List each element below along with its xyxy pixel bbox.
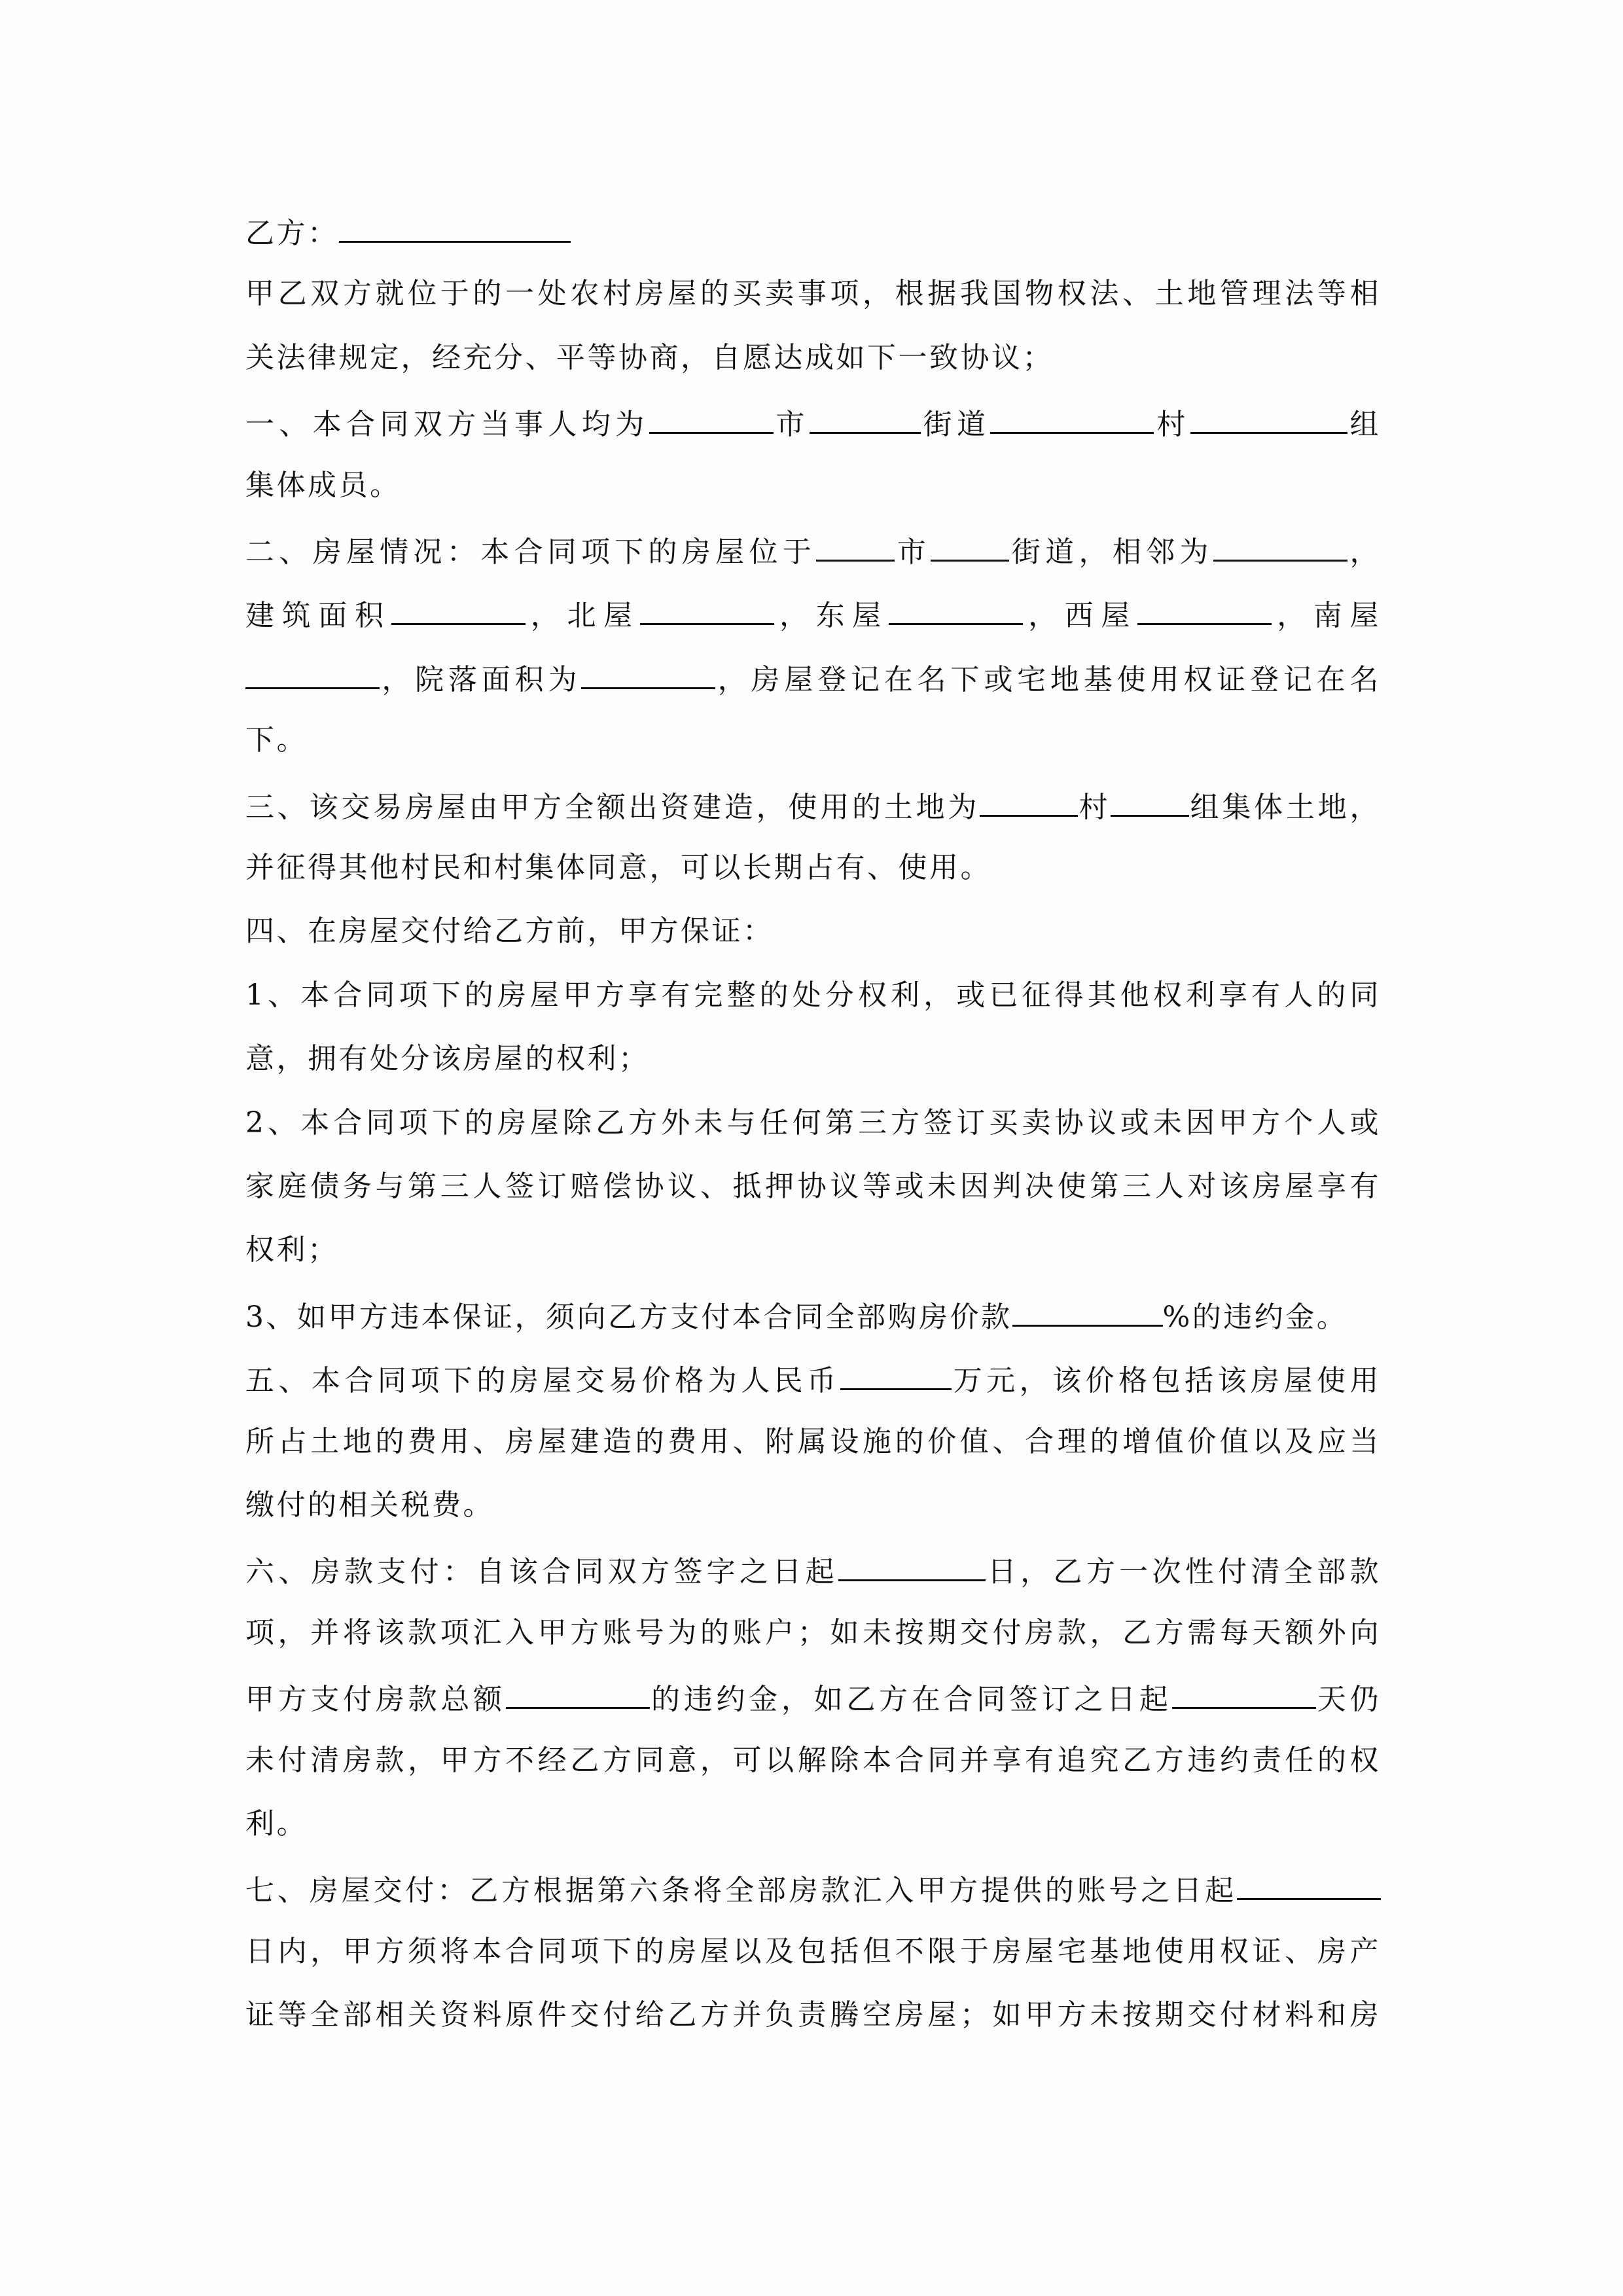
contract-text: ，西屋 [1022, 599, 1138, 633]
fill-in-blank[interactable] [980, 785, 1078, 817]
fill-in-blank[interactable] [581, 657, 715, 689]
contract-text: 日内，甲方须将本合同项下的房屋以及包括但不限于房屋宅基地使用权证、房产 [245, 1934, 1381, 1968]
contract-text: 的违约金，如乙方在合同签订之日起 [649, 1683, 1172, 1717]
contract-text: 组集体土地， [1189, 790, 1382, 824]
contract-line [245, 1039, 1381, 1079]
contract-text: 市 [773, 408, 810, 442]
contract-line [245, 848, 1381, 888]
contract-text: 村 [1078, 790, 1111, 824]
fill-in-blank[interactable] [1137, 593, 1272, 625]
contract-text: 村 [1154, 408, 1190, 442]
contract-line [245, 274, 1381, 314]
contract-line [245, 1613, 1381, 1653]
fill-in-blank[interactable] [339, 211, 571, 243]
fill-in-blank[interactable] [649, 402, 774, 434]
contract-line [245, 466, 1381, 505]
fill-in-blank[interactable] [640, 593, 774, 625]
fill-in-blank[interactable] [1237, 1868, 1381, 1900]
fill-in-blank[interactable] [810, 402, 921, 434]
contract-text: 四、在房屋交付给乙方前，甲方保证： [245, 914, 774, 948]
contract-text: ， [1347, 535, 1382, 569]
contract-text: 利。 [245, 1807, 308, 1840]
contract-text: 未付清房款，甲方不经乙方同意，可以解除本合同并享有追究乙方违约责任的权 [245, 1743, 1381, 1777]
contract-text: 所占土地的费用、房屋建造的费用、附属设施的价值、合理的增值价值以及应当 [245, 1424, 1381, 1458]
contract-line [245, 1295, 1381, 1334]
contract-text: 缴付的相关税费。 [245, 1488, 494, 1522]
contract-line [245, 1804, 1381, 1844]
fill-in-blank[interactable] [1172, 1677, 1316, 1709]
contract-text: ，院落面积为 [380, 662, 582, 696]
contract-line [245, 1677, 1381, 1716]
contract-text: 权利； [245, 1233, 339, 1267]
contract-text: 天仍 [1315, 1683, 1382, 1717]
contract-text: 一、本合同双方当事人均为 [245, 408, 649, 442]
contract-text: 下。 [245, 723, 308, 757]
contract-line [245, 657, 1381, 696]
fill-in-blank[interactable] [245, 657, 380, 689]
contract-line [245, 1741, 1381, 1780]
contract-text: 二、房屋情况：本合同项下的房屋位于 [245, 535, 817, 569]
contract-text: 甲方支付房款总额 [245, 1683, 506, 1717]
fill-in-blank[interactable] [506, 1677, 650, 1709]
contract-text: 日，乙方一次性付清全部款 [986, 1555, 1381, 1589]
contract-text: 集体成员。 [245, 468, 401, 502]
contract-line [245, 1167, 1381, 1206]
contract-text: 乙方： [245, 217, 339, 250]
contract-text: ，北屋 [525, 599, 640, 633]
contract-line [245, 1868, 1381, 1907]
contract-text: 意，拥有处分该房屋的权利； [245, 1042, 650, 1076]
contract-line [245, 593, 1381, 632]
contract-line [245, 529, 1381, 569]
contract-text: 五、本合同项下的房屋交易价格为人民币 [245, 1364, 840, 1398]
fill-in-blank[interactable] [816, 529, 895, 562]
fill-in-blank[interactable] [840, 1358, 952, 1390]
contract-line [245, 338, 1381, 378]
contract-line [245, 1549, 1381, 1588]
contract-text: 1、本合同项下的房屋甲方享有完整的处分权利，或已征得其他权利享有人的同 [245, 978, 1381, 1012]
contract-text: %的违约金。 [1162, 1300, 1348, 1334]
contract-text: ，房屋登记在名下或宅地基使用权证登记在名 [715, 662, 1382, 696]
fill-in-blank[interactable] [931, 529, 1009, 562]
contract-text: 证等全部相关资料原件交付给乙方并负责腾空房屋；如甲方未按期交付材料和房 [245, 1998, 1381, 2032]
contract-text: 万元，该价格包括该房屋使用 [951, 1364, 1382, 1398]
contract-text: ，南屋 [1272, 599, 1382, 633]
contract-text: 项，并将该款项汇入甲方账号为的账户；如未按期交付房款，乙方需每天额外向 [245, 1615, 1381, 1649]
fill-in-blank[interactable] [838, 1549, 986, 1581]
contract-line [245, 1358, 1381, 1397]
contract-text: 七、房屋交付：乙方根据第六条将全部房款汇入甲方提供的账号之日起 [245, 1874, 1237, 1908]
fill-in-blank[interactable] [1111, 785, 1189, 817]
contract-text: 甲乙双方就位于的一处农村房屋的买卖事项，根据我国物权法、土地管理法等相 [245, 277, 1381, 311]
contract-text: 家庭债务与第三人签订赔偿协议、抵押协议等或未因判决使第三人对该房屋享有 [245, 1170, 1381, 1203]
fill-in-blank[interactable] [1012, 1295, 1163, 1327]
contract-line [245, 721, 1381, 760]
fill-in-blank[interactable] [1190, 402, 1347, 434]
contract-line [245, 1932, 1381, 1971]
contract-text: 组 [1347, 408, 1381, 442]
contract-text: 3、如甲方违本保证，须向乙方支付本合同全部购房价款 [245, 1300, 1012, 1334]
fill-in-blank[interactable] [391, 593, 526, 625]
contract-line [245, 1486, 1381, 1525]
contract-text: 并征得其他村民和村集体同意，可以长期占有、使用。 [245, 851, 991, 884]
fill-in-blank[interactable] [889, 593, 1023, 625]
contract-line [245, 402, 1381, 441]
contract-line [245, 211, 1381, 250]
contract-line [245, 1422, 1381, 1462]
contract-text: 建筑面积 [245, 599, 391, 633]
contract-line [245, 1996, 1381, 2035]
contract-line [245, 912, 1381, 951]
contract-text: ，东屋 [774, 599, 889, 633]
contract-line [245, 976, 1381, 1015]
contract-text: 三、该交易房屋由甲方全额出资建造，使用的土地为 [245, 790, 980, 824]
contract-text: 街道 [920, 408, 991, 442]
contract-text: 街道，相邻为 [1009, 535, 1213, 569]
contract-text: 市 [895, 535, 931, 569]
contract-text: 关法律规定，经充分、平等协商，自愿达成如下一致协议； [245, 340, 1054, 374]
contract-line [245, 1103, 1381, 1143]
contract-text: 六、房款支付：自该合同双方签字之日起 [245, 1555, 838, 1589]
contract-line [245, 785, 1381, 824]
fill-in-blank[interactable] [990, 402, 1154, 434]
fill-in-blank[interactable] [1213, 529, 1347, 562]
contract-line [245, 1230, 1381, 1270]
contract-text: 2、本合同项下的房屋除乙方外未与任何第三方签订买卖协议或未因甲方个人或 [245, 1105, 1381, 1139]
